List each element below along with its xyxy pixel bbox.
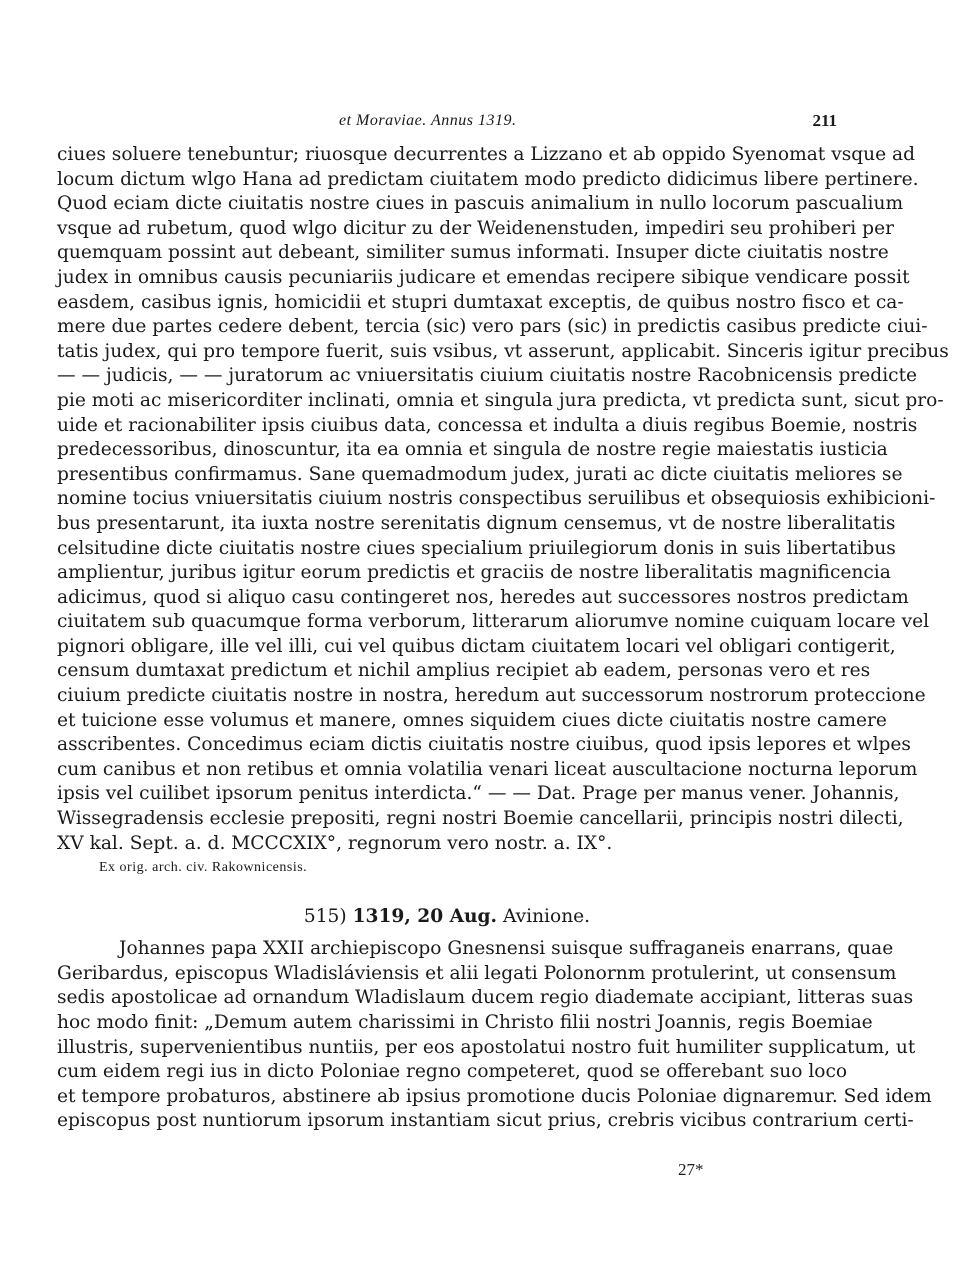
text-line: cum canibus et non retibus et omnia volatilia venari liceat auscultacione nocturna leporum [57,758,918,780]
text-line: et tempore probaturos, abstinere ab ipsius promotione ducis Poloniae dignaremur. Sed idem [57,1085,932,1107]
text-line: celsitudine dicte ciuitatis nostre ciues specialium priuilegiorum donis in suis libertatibus [57,537,896,559]
text-line: hoc modo finit: „Demum autem charissimi in Christo filii nostri Joannis, regis Boemiae [57,1012,873,1033]
text-line: illustris, supervenientibus nuntiis, per eos apostolatui nostro fuit humiliter supplicatum, ut [57,1036,916,1058]
text-line: presentibus confirmamus. Sane quemadmodum judex, jurati ac dicte ciuitatis meliores se [57,463,903,485]
page-body [57,143,949,1134]
document-date: 1319, 20 Aug. [352,906,498,928]
document-place: Avinione. [502,906,591,928]
text-line: asscribentes. Concedimus eciam dictis ciuitatis nostre ciuibus, quod ipsis lepores et wlpes [57,734,911,756]
text-line: cum eidem regi ius in dicto Poloniae regno competeret, quod se offerebant suo loco [57,1061,848,1083]
text-line: judex in omnibus causis pecuniariis judicare et emendas recipere sibique vendicare possit [57,266,910,288]
text-line: Johannes papa XXII archiepiscopo Gnesnensi suisque suffraganeis enarrans, quae [119,938,894,960]
text-line: — — judicis, — — juratorum ac vniuersitatis ciuium ciuitatis nostre Racobnicensis predicte [57,365,918,387]
text-line: Wissegradensis ecclesie prepositi, regni nostri Boemie cancellarii, principis nostri dilecti, [57,808,904,830]
text-line: XV kal. Sept. a. d. MCCCXIX°, regnorum vero nostr. a. IX°. [57,832,613,854]
text-line: quemquam possint aut debeant, similiter sumus informati. Insuper dicte ciuitatis nostre [57,242,889,264]
text-line: vsque ad rubetum, quod wlgo dicitur zu der Weidenenstuden, impediri seu prohiberi per [57,217,894,239]
text-line: bus presentarunt, ita iuxta nostre serenitatis dignum censemus, vt de nostre liberalitatis [57,512,896,534]
text-line: locum dictum wlgo Hana ad predictam ciuitatem modo predicto didicimus libere pertinere. [57,168,919,190]
text-line: tatis judex, qui pro tempore fuerit, suis vsibus, vt asserunt, applicabit. Sinceris igitur precibus [57,340,949,362]
text-line: easdem, casibus ignis, homicidii et stupri dumtaxat exceptis, de quibus nostro fisco et ca- [57,291,904,313]
text-line: uide et racionabiliter ipsis ciuibus data, concessa et indulta a diuis regibus Boemie, nostris [57,414,918,436]
document-heading [57,905,837,929]
text-line: Geribardus, episcopus Wladisláviensis et alii legati Polonornm protulerint, ut consensum [57,962,897,984]
text-line: predecessoribus, dinoscuntur, ita ea omnia et singula de nostre regie maiestatis iusticia [57,439,888,461]
running-head-title: et Moraviae. Annus 1319. [339,112,517,129]
document-number: 515) [303,906,347,928]
text-line: et tuicione esse volumus et manere, omnes siquidem ciues dicte ciuitatis nostre camere [57,709,887,731]
text-line: pignori obligare, ille vel illi, cui vel quibus dictam ciuitatem locari vel obligari contigerit, [57,635,896,657]
text-line: ipsis vel cuilibet ipsorum penitus interdicta.“ — — Dat. Prage per manus vener. Johannis, [57,783,900,805]
text-line: ciues soluere tenebuntur; riuosque decurrentes a Lizzano et ab oppido Syenomat vsque ad [57,144,916,165]
paragraph-charter-text [57,143,949,856]
text-line: episcopus post nuntiorum ipsorum instantiam sicut prius, crebris vicibus contrarium certi- [57,1110,914,1132]
page [57,112,837,142]
text-line: amplientur, juribus igitur eorum predictis et graciis de nostre liberalitatis magnificencia [57,562,891,584]
paragraph-regest-text [57,937,932,1134]
text-line: ciuium predicte ciuitatis nostre in nostra, heredum aut successorum nostrorum proteccione [57,685,926,707]
running-head [57,112,837,142]
text-line: ciuitatem sub quacumque forma verborum, litterarum aliorumve nomine cuiquam locare vel [57,611,930,633]
text-line: Quod eciam dicte ciuitatis nostre ciues in pascuis animalium in nullo locorum pascualium [57,193,904,215]
text-line: sedis apostolicae ad ornandum Wladislaum ducem regio diademate accipiant, litteras suas [57,987,914,1009]
text-line: mere due partes cedere debent, tercia (sic) vero pars (sic) in predictis casibus predicte ciui- [57,316,928,338]
text-line: adicimus, quod si aliquo casu contingeret nos, heredes aut successores nostros predictam [57,586,909,608]
source-note: Ex orig. arch. civ. Rakownicensis. [99,860,308,876]
text-line: pie moti ac misericorditer inclinati, omnia et singula jura predicta, vt predicta sunt, sicut pro- [57,389,944,411]
text-line: nomine tocius vniuersitatis ciuium nostris conspectibus seruilibus et obsequiosis exhibicioni- [57,488,936,510]
page-number: 211 [812,111,837,130]
text-line: censum dumtaxat predictum et nichil amplius recipiet ab eadem, personas vero et res [57,660,871,682]
signature-mark: 27* [678,1160,704,1179]
